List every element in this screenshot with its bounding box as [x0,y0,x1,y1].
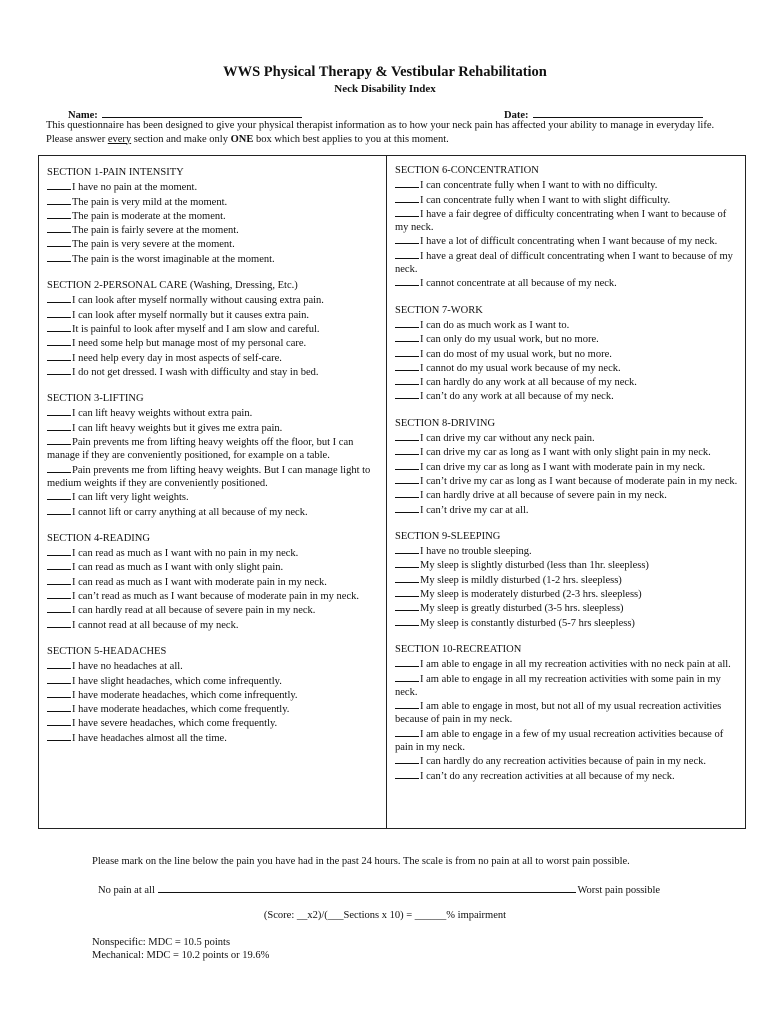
section-title: SECTION 2-PERSONAL CARE (Washing, Dressing, Etc.) [47,280,298,292]
answer-text: The pain is fairly severe at the moment. [72,225,239,237]
answer-option [47,463,377,491]
answer-text: I can only do my usual work, but no more. [420,334,599,346]
answer-text: I have a fair degree of difficulty concentrating when I want to because of my neck. [395,208,727,234]
answer-text: The pain is the worst imaginable at the moment. [72,253,275,265]
answer-option [47,546,377,560]
answer-option [395,573,738,587]
intro-part3: box which best applies to you at this moment. [253,133,449,145]
answer-blank[interactable] [47,463,71,473]
section-block [395,417,738,517]
mdc-notes [92,936,269,962]
answer-blank[interactable] [395,460,419,470]
answer-option [47,674,377,688]
form-subtitle: Neck Disability Index [334,83,436,95]
left-column [47,166,377,758]
answer-blank[interactable] [47,702,71,712]
answer-blank[interactable] [395,727,419,737]
answer-blank[interactable] [395,601,419,611]
intro-one: ONE [230,133,254,145]
answer-option [395,558,738,572]
answer-text: The pain is moderate at the moment. [72,210,226,222]
answer-option [47,505,377,519]
answer-text: I have moderate headaches, which come infrequently. [72,689,298,701]
date-label: Date: [504,110,529,121]
answer-blank[interactable] [47,252,71,262]
answer-option [47,560,377,574]
answer-option [47,237,377,251]
answer-blank[interactable] [47,195,71,205]
answer-blank[interactable] [47,674,71,684]
answer-text: I can lift heavy weights without extra pain. [72,408,253,420]
answer-text: My sleep is slightly disturbed (less than 1hr. sleepless) [420,560,649,572]
answer-text: My sleep is mildly disturbed (1-2 hrs. sleepless) [420,574,622,586]
answer-option [395,375,738,389]
answer-option [395,389,738,403]
answer-blank[interactable] [395,234,419,244]
answer-option [47,716,377,730]
answer-blank[interactable] [47,421,71,431]
answer-option [395,672,738,700]
answer-option [395,544,738,558]
answer-option [47,293,377,307]
answer-blank[interactable] [47,505,71,515]
answer-text: I can hardly read at all because of severe pain in my neck. [72,605,316,617]
no-pain-label: No pain at all [98,885,155,896]
answer-blank[interactable] [47,322,71,332]
answer-blank[interactable] [395,207,419,217]
answer-option [47,322,377,336]
answer-text: I have no headaches at all. [72,661,183,673]
answer-option [395,474,738,488]
section-title: SECTION 6-CONCENTRATION [395,165,539,176]
answer-option [395,276,738,290]
answer-blank[interactable] [47,659,71,669]
answer-option [395,431,738,445]
mdc-note-mechanical: Mechanical: MDC = 10.2 points or 19.6% [92,950,270,961]
pain-scale-row [98,882,660,896]
answer-option [395,445,738,459]
answer-option [395,249,738,277]
answer-option [395,318,738,332]
answer-option [47,180,377,194]
answer-blank[interactable] [395,276,419,286]
answer-option [47,490,377,504]
answer-blank[interactable] [395,318,419,328]
answer-text: I can read as much as I want with moderate pain in my neck. [72,576,327,588]
answer-text: I need help every day in most aspects of self-care. [72,352,282,364]
answer-option [395,769,738,783]
answer-blank[interactable] [47,589,71,599]
answer-blank[interactable] [47,237,71,247]
answer-text: I can’t drive my car at all. [420,504,529,516]
answer-blank[interactable] [395,445,419,455]
answer-text: I cannot lift or carry anything at all because of my neck. [72,506,308,518]
answer-text: My sleep is greatly disturbed (3-5 hrs. sleepless) [420,603,624,615]
answer-blank[interactable] [47,490,71,500]
answer-blank[interactable] [395,699,419,709]
answer-option [47,308,377,322]
answer-blank[interactable] [395,375,419,385]
answer-blank[interactable] [395,249,419,259]
section-block [395,304,738,404]
answer-blank[interactable] [47,618,71,628]
answer-blank[interactable] [395,672,419,682]
answer-blank[interactable] [47,223,71,233]
section-title: SECTION 9-SLEEPING [395,530,501,542]
section-block [47,532,377,632]
answer-text: I do not get dressed. I wash with difficulty and stay in bed. [72,366,319,378]
answer-option [47,223,377,237]
answer-option [47,435,377,463]
answer-text: My sleep is constantly disturbed (5-7 hrs sleepless) [420,617,635,629]
answer-text: I can hardly do any recreation activities because of pain in my neck. [420,756,707,768]
section-block [395,643,738,783]
answer-text: I need some help but manage most of my personal care. [72,338,307,350]
answer-option [47,421,377,435]
score-formula: (Score: __x2)/(___Sections x 10) = ______% impairment [263,910,507,921]
answer-blank[interactable] [395,332,419,342]
worst-pain-label: Worst pain possible [577,885,661,896]
answer-blank[interactable] [395,178,419,188]
answer-option [47,365,377,379]
date-field[interactable] [533,107,703,118]
answer-blank[interactable] [47,406,71,416]
answer-option [47,209,377,223]
answer-blank[interactable] [395,503,419,513]
answer-option [47,575,377,589]
intro-text [46,119,736,146]
answer-option [395,488,738,502]
answer-text: My sleep is moderately disturbed (2-3 hrs. sleepless) [420,589,642,601]
section-block [47,279,377,379]
section-title: SECTION 4-READING [47,532,150,544]
answer-blank[interactable] [47,308,71,318]
answer-text: I am able to engage in all my recreation activities with some pain in my neck. [395,673,721,698]
answer-blank[interactable] [395,587,419,597]
answer-option [47,406,377,420]
answer-blank[interactable] [395,558,419,568]
answer-text: I have slight headaches, which come infrequently. [72,675,282,687]
answer-blank[interactable] [47,293,71,303]
answer-blank[interactable] [395,616,419,626]
answer-blank[interactable] [47,209,71,219]
answer-blank[interactable] [395,544,419,554]
answer-text: I have no pain at the moment. [72,182,198,194]
answer-text: I have severe headaches, which come frequently. [72,718,278,730]
answer-text: I can lift heavy weights but it gives me extra pain. [72,422,283,434]
answer-text: I am able to engage in a few of my usual recreation activities because of pain in my neck. [395,728,724,753]
column-divider [386,155,387,829]
answer-text: I can’t do any work at all because of my neck. [420,391,614,403]
answer-text: I can look after myself normally without causing extra pain. [72,295,324,307]
answer-option [395,332,738,346]
answer-option [395,699,738,727]
answer-text: I have headaches almost all the time. [72,732,227,744]
answer-blank[interactable] [395,389,419,399]
answer-text: I have moderate headaches, which come frequently. [72,704,290,716]
answer-blank[interactable] [395,488,419,498]
answer-option [395,460,738,474]
answer-text: Pain prevents me from lifting heavy weights. But I can manage light to medium weights if they are conveniently positioned. [47,464,371,489]
answer-option [47,589,377,603]
answer-option [47,195,377,209]
answer-text: It is painful to look after myself and I am slow and careful. [72,323,320,335]
answer-text: Pain prevents me from lifting heavy weights off the floor, but I can manage if they are conveniently positioned, for example on a table. [47,437,354,462]
answer-blank[interactable] [47,435,71,445]
answer-text: I cannot read at all because of my neck. [72,619,239,631]
answer-option [47,731,377,745]
answer-option [47,688,377,702]
section-title: SECTION 7-WORK [395,304,483,316]
section-block [47,645,377,745]
answer-text: I can read as much as I want with only slight pain. [72,562,284,574]
intro-every: every [107,133,132,145]
answer-option [47,351,377,365]
answer-text: I am able to engage in all my recreation activities with no neck pain at all. [420,659,731,671]
answer-blank[interactable] [47,716,71,726]
answer-blank[interactable] [395,474,419,484]
form-title: WWS Physical Therapy & Vestibular Rehabilitation [223,64,547,80]
intro-part2: section and make only [131,133,231,145]
answer-text: I cannot do my usual work because of my neck. [420,362,621,374]
answer-blank[interactable] [47,336,71,346]
section-title: SECTION 1-PAIN INTENSITY [47,167,184,178]
answer-text: I can lift very light weights. [72,492,189,504]
answer-text: I am able to engage in most, but not all of my usual recreation activities because of pain in my neck. [395,701,722,726]
answer-text: I can drive my car without any neck pain. [420,433,595,445]
answer-blank[interactable] [47,603,71,613]
answer-text: The pain is very severe at the moment. [72,239,235,251]
answer-text: I have no trouble sleeping. [420,546,532,558]
section-block [395,164,738,291]
answer-option [47,603,377,617]
pain-scale-instruction: Please mark on the line below the pain you have had in the past 24 hours. The scale is from no pain at all to worst pain possible. [92,856,630,867]
answer-text: I can do most of my usual work, but no more. [420,348,612,360]
section-block [47,392,377,519]
name-field[interactable] [102,107,302,118]
answer-blank[interactable] [47,731,71,741]
answer-blank[interactable] [395,573,419,583]
answer-text: I can concentrate fully when I want to with slight difficulty. [420,194,671,206]
answer-text: I can’t drive my car as long as I want because of moderate pain in my neck. [420,475,738,487]
answer-blank[interactable] [47,560,71,570]
answer-option [395,616,738,630]
answer-blank[interactable] [47,688,71,698]
answer-blank[interactable] [47,575,71,585]
answer-option [395,727,738,755]
section-title: SECTION 8-DRIVING [395,417,496,429]
answer-text: I have a lot of difficult concentrating when I want because of my neck. [420,236,718,248]
answer-blank[interactable] [395,754,419,764]
answer-option [395,193,738,207]
answer-blank[interactable] [395,431,419,441]
answer-text: I can read as much as I want with no pain in my neck. [72,548,299,560]
answer-text: I can hardly do any work at all because of my neck. [420,377,637,389]
mdc-note-nonspecific: Nonspecific: MDC = 10.5 points [92,937,231,948]
answer-option [47,618,377,632]
answer-blank[interactable] [395,657,419,667]
answer-text: I have a great deal of difficult concentrating when I want to because of my neck. [395,250,733,276]
answer-option [395,601,738,615]
pain-scale-line[interactable] [158,882,576,893]
answer-text: I cannot concentrate at all because of my neck. [420,278,617,290]
answer-text: The pain is very mild at the moment. [72,196,228,208]
answer-option [47,336,377,350]
answer-option [395,347,738,361]
answer-option [395,207,738,235]
section-block [47,166,377,266]
answer-blank[interactable] [395,769,419,779]
answer-text: I can hardly drive at all because of severe pain in my neck. [420,490,667,502]
answer-text: I can drive my car as long as I want with only slight pain in my neck. [420,447,711,459]
answer-blank[interactable] [47,351,71,361]
answer-blank[interactable] [47,365,71,375]
answer-text: I can look after myself normally but it causes extra pain. [72,309,310,321]
name-label: Name: [68,110,98,121]
answer-option [395,587,738,601]
answer-blank[interactable] [47,180,71,190]
answer-option [395,361,738,375]
answer-text: I can do as much work as I want to. [420,319,570,331]
answer-option [395,503,738,517]
answer-text: I can’t read as much as I want because of moderate pain in my neck. [72,591,359,603]
answer-text: I can’t do any recreation activities at all because of my neck. [420,770,675,782]
answer-option [395,178,738,192]
answer-option [395,234,738,248]
intro-part1: This questionnaire has been designed to give your physical therapist information as to how your neck pain has affected your ability to manage in everyday life. Please answer [46,120,715,145]
answer-blank[interactable] [395,193,419,203]
answer-blank[interactable] [47,546,71,556]
answer-option [47,659,377,673]
answer-blank[interactable] [395,347,419,357]
answer-option [395,657,738,671]
answer-option [47,702,377,716]
section-title: SECTION 5-HEADACHES [47,645,167,657]
section-block [395,530,738,630]
answer-option [395,754,738,768]
section-title: SECTION 3-LIFTING [47,393,144,405]
answer-blank[interactable] [395,361,419,371]
answer-option [47,252,377,266]
answer-text: I can drive my car as long as I want with moderate pain in my neck. [420,461,706,473]
answer-text: I can concentrate fully when I want to with no difficulty. [420,180,658,192]
section-title: SECTION 10-RECREATION [395,643,522,655]
right-column [395,164,738,796]
